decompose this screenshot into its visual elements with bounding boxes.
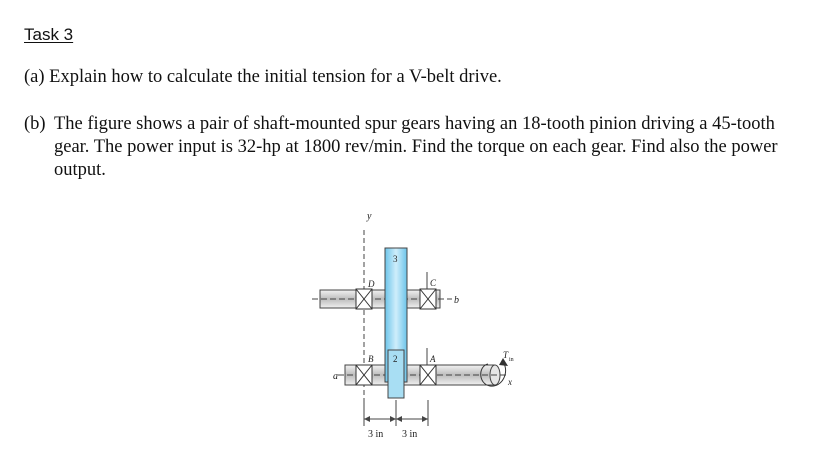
question-a-text: Explain how to calculate the initial tension for a V-belt drive. (49, 67, 502, 87)
dim-arrow-icon (422, 416, 428, 422)
gear-3-label: 3 (393, 254, 398, 264)
bearing-c-label: C (430, 278, 437, 288)
torque-label: T (503, 350, 509, 360)
torque-subscript: in (509, 357, 514, 363)
bearing-b-label: B (368, 354, 374, 364)
question-b-text: The figure shows a pair of shaft-mounted spur gears having an 18-tooth pinion driving a 45-tooth gear. The power input is 32-hp at 1800 rev/min. Find the torque on each gear. Find also the power output. (54, 114, 778, 180)
task-heading: Task 3 (24, 25, 74, 44)
question-a-label: (a) (24, 67, 45, 87)
dim-left-label: 3 in (368, 429, 384, 440)
dim-arrow-icon (396, 416, 402, 422)
shaft-b-label: b (454, 295, 459, 306)
bearing-c (420, 289, 436, 309)
bearing-d-label: D (368, 279, 375, 289)
bearing-a (420, 365, 436, 385)
bearing-b (356, 365, 372, 385)
dim-arrow-icon (364, 416, 370, 422)
question-b-label: (b) (24, 114, 46, 134)
bearing-d (356, 289, 372, 309)
bearing-a-label: A (430, 354, 436, 364)
y-axis-label: y (367, 211, 372, 222)
x-axis-label: x (508, 377, 512, 387)
gear-2-label: 2 (393, 354, 398, 364)
shaft-a-label: a (333, 371, 338, 382)
dim-right-label: 3 in (402, 429, 418, 440)
dim-arrow-icon (390, 416, 396, 422)
